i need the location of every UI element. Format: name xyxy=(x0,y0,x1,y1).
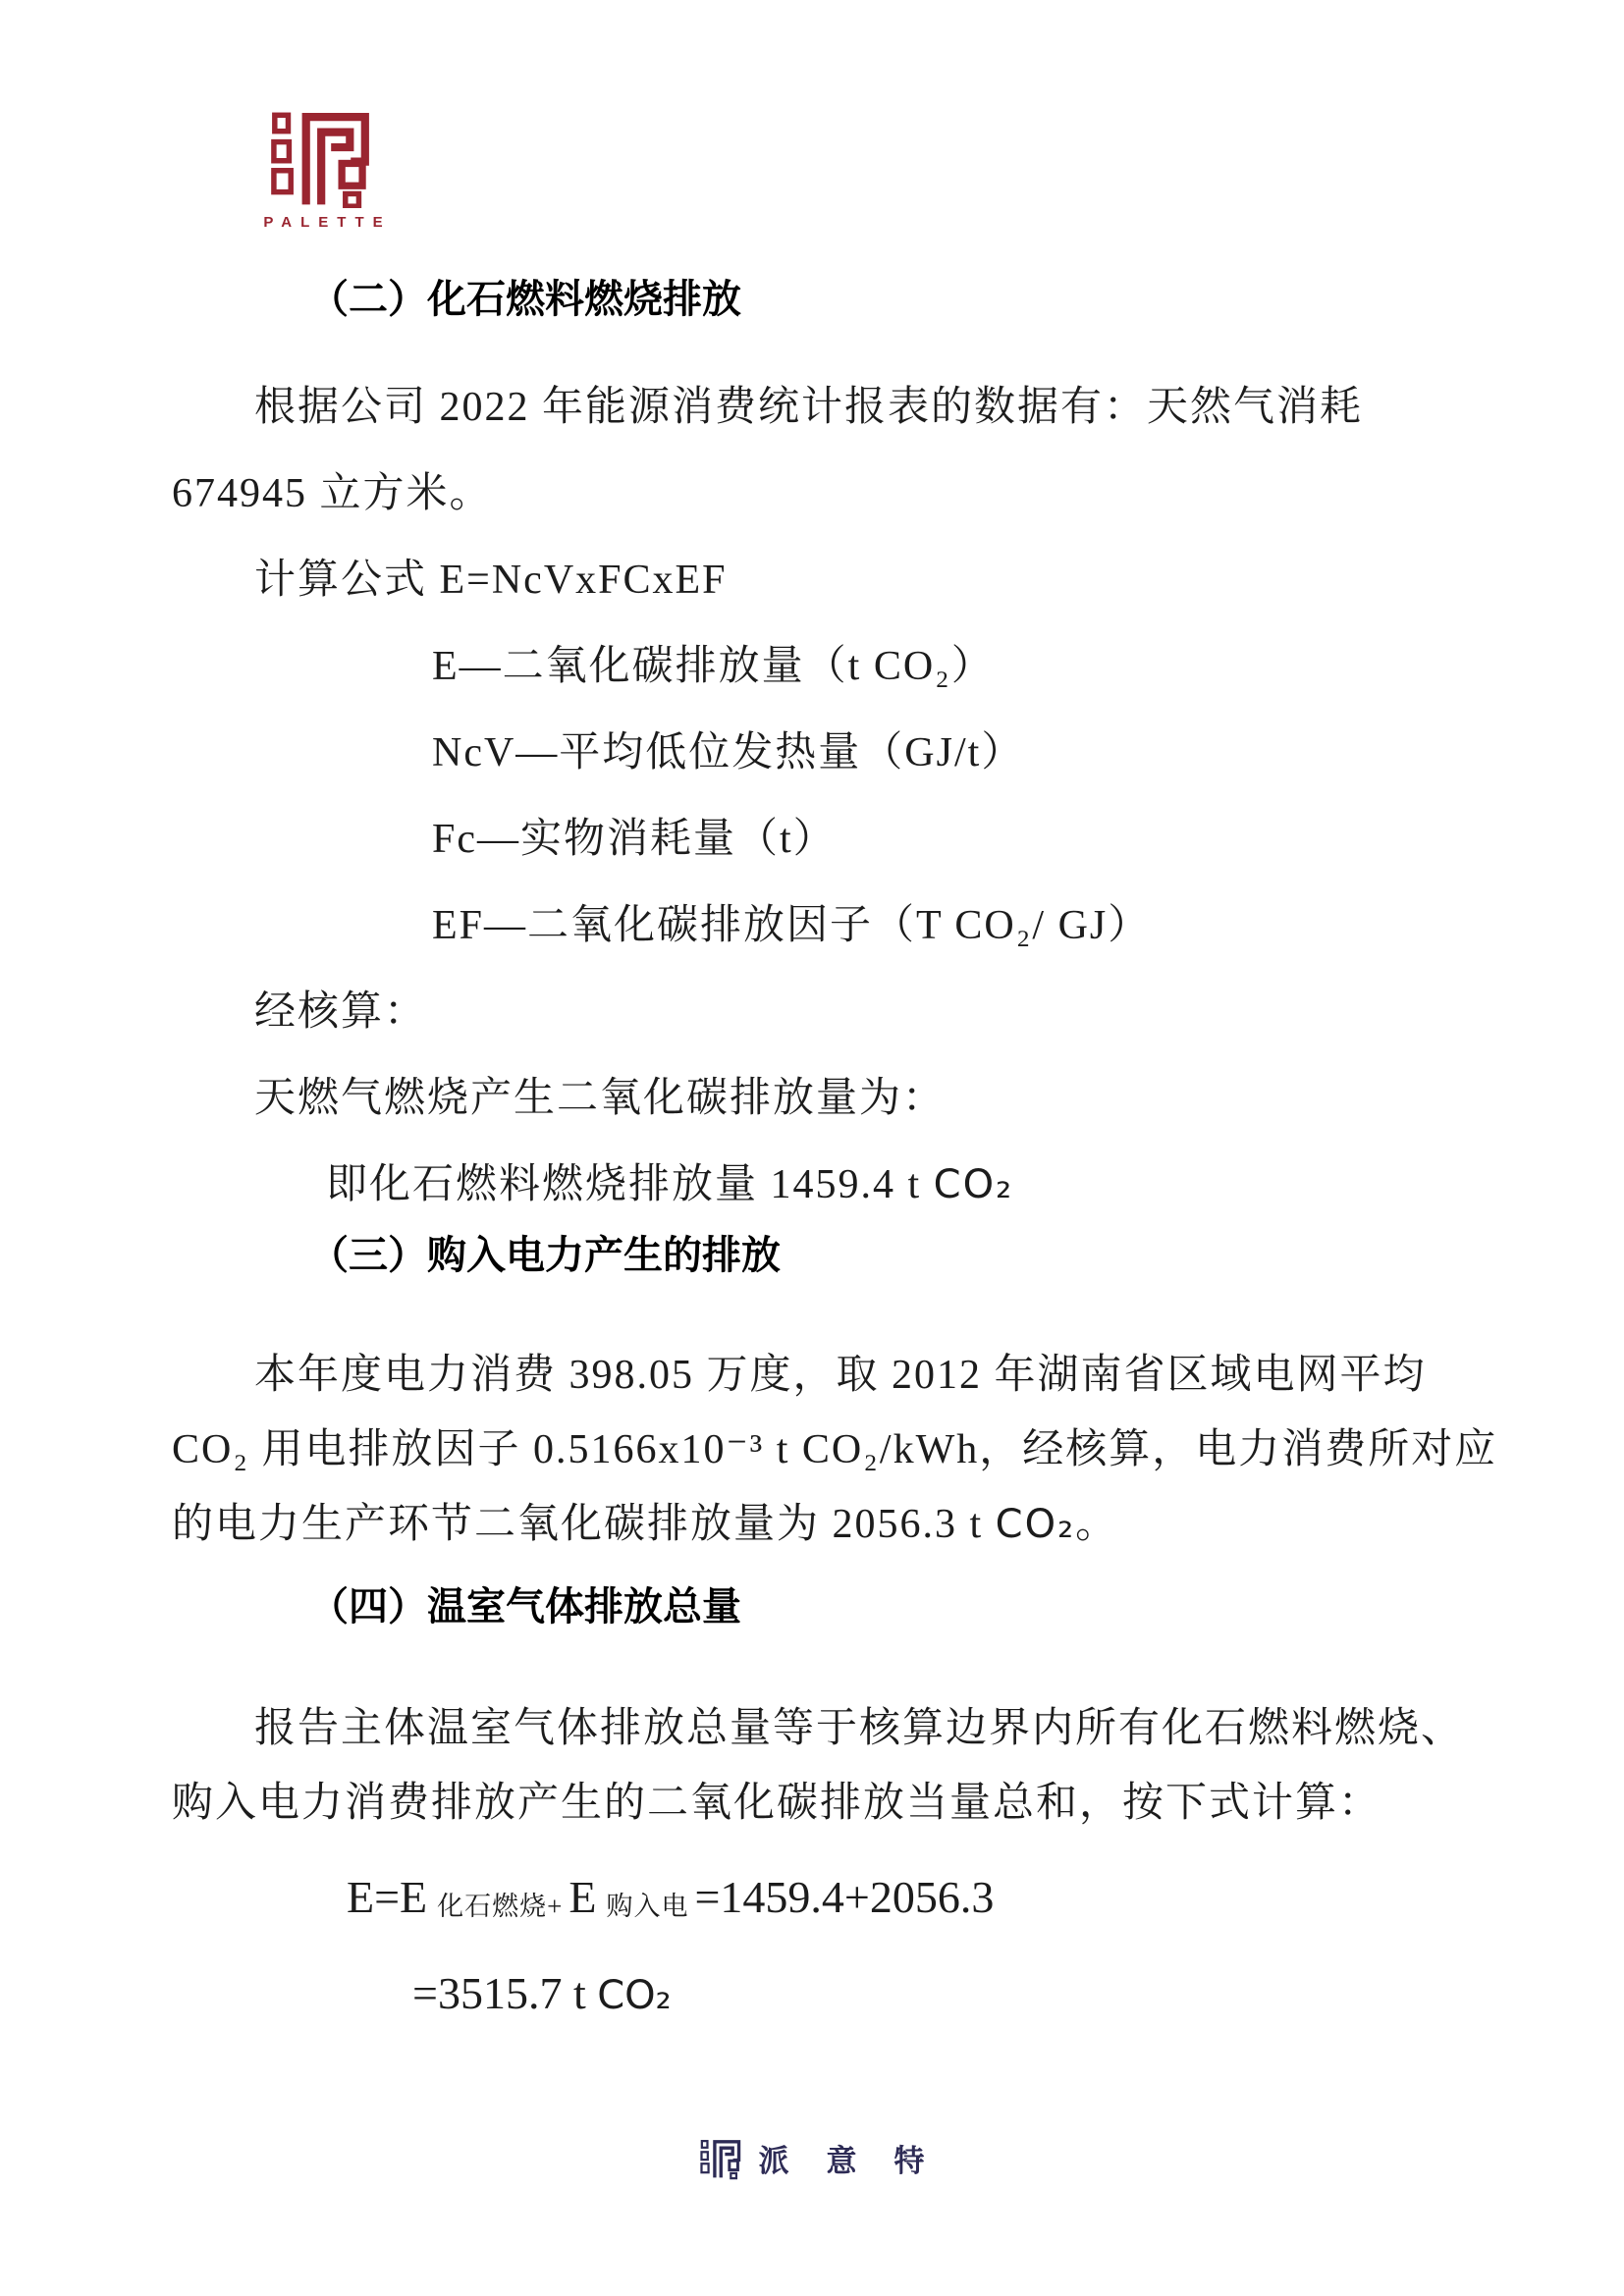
definition-line-ncv: NcV—平均低位发热量（GJ/t） xyxy=(432,730,1025,775)
palette-logo xyxy=(263,108,392,231)
paiyite-logo-icon xyxy=(700,2137,743,2180)
total-result-text: =3515.7 t xyxy=(412,1968,598,2018)
definition-line-e: E—二氧化碳排放量（t CO₂） xyxy=(432,644,995,689)
definition-line-ef: EF—二氧化碳排放因子（T CO₂/ GJ） xyxy=(432,903,1152,948)
paragraph-line: 674945 立方米。 xyxy=(172,471,493,516)
footer-brand xyxy=(0,2136,1624,2180)
paragraph-line: 报告主体温室气体排放总量等于核算边界内所有化石燃料燃烧、 xyxy=(254,1706,1465,1751)
paragraph-line: 根据公司 2022 年能源消费统计报表的数据有：天然气消耗 xyxy=(254,385,1364,430)
palette-logo-wordmark: PALETTE xyxy=(263,214,392,231)
co2-unit: CO₂ xyxy=(995,1502,1076,1547)
document-body xyxy=(0,278,1624,2018)
sentence-end: 。 xyxy=(1075,1502,1119,1547)
section-heading-total-ghg: （四）温室气体排放总量 xyxy=(309,1585,741,1629)
paragraph-line: CO₂ 用电排放因子 0.5166x10⁻³ t CO₂/kWh，经核算，电力消费所对应 xyxy=(172,1427,1498,1472)
co2-unit: CO₂ xyxy=(597,1973,672,2018)
section-heading-fossil-fuel: （二）化石燃料燃烧排放 xyxy=(309,278,741,321)
paragraph-line: 本年度电力消费 398.05 万度，取 2012 年湖南省区域电网平均 xyxy=(254,1353,1427,1398)
formula-e1: E=E xyxy=(347,1872,428,1922)
formula-sub-fossil: 化石燃烧+ xyxy=(437,1892,564,1921)
formula-intro-line: 计算公式 E=NcVxFCxEF xyxy=(254,558,728,603)
formula-sub-electricity: 购入电 xyxy=(606,1892,689,1921)
palette-logo-icon xyxy=(268,108,378,208)
total-emission-formula xyxy=(172,1868,1477,1927)
verification-line: 经核算： xyxy=(254,989,428,1035)
formula-sum: =1459.4+2056.3 xyxy=(694,1872,995,1922)
gas-result-intro-line: 天燃气燃烧产生二氧化碳排放量为： xyxy=(254,1076,947,1121)
paragraph-line: 购入电力消费排放产生的二氧化碳排放当量总和，按下式计算： xyxy=(172,1781,1382,1826)
total-result-line xyxy=(172,1969,1477,2018)
section-heading-electricity: （三）购入电力产生的排放 xyxy=(309,1234,781,1277)
paiyite-logo-wordmark: 派意特 xyxy=(758,2144,962,2178)
fossil-result-text: 即化石燃料燃烧排放量 1459.4 t xyxy=(326,1162,934,1207)
fossil-result-line xyxy=(172,1142,1477,1228)
electricity-result-text: 的电力生产环节二氧化碳排放量为 2056.3 t xyxy=(172,1502,996,1547)
co2-unit: CO₂ xyxy=(933,1162,1014,1207)
definition-line-fc: Fc—实物消耗量（t） xyxy=(432,817,837,862)
formula-e2: E xyxy=(568,1872,597,1922)
paragraph-line xyxy=(172,1487,1477,1562)
